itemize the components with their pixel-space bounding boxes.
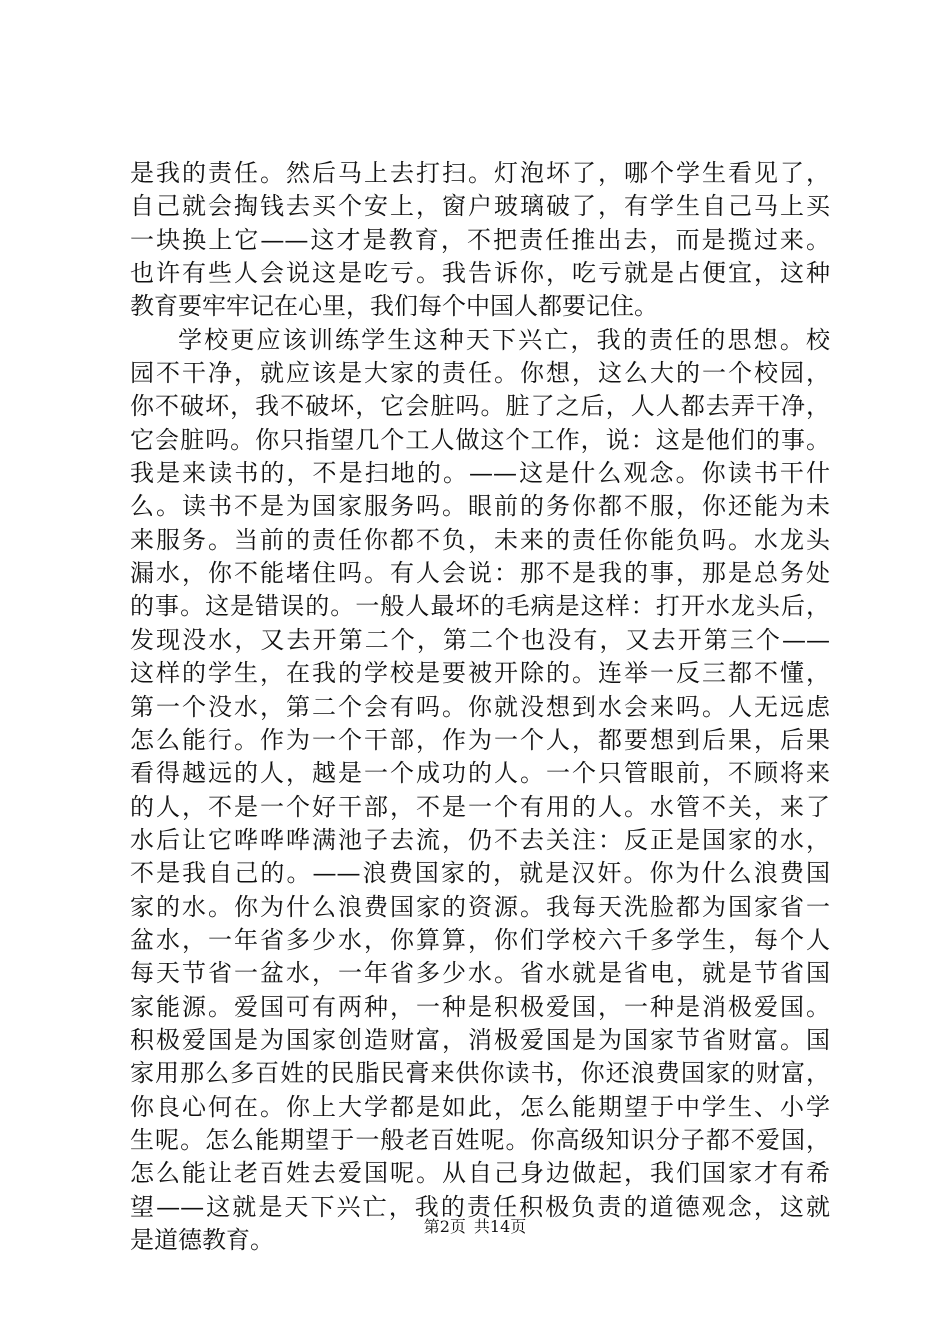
- text-line: 每天节省一盆水，一年省多少水。省水就是省电，就是节省国: [130, 959, 830, 988]
- text-line: 看得越远的人，越是一个成功的人。一个只管眼前，不顾将来: [130, 759, 830, 788]
- text-line: 是我的责任。然后马上去打扫。灯泡坏了，哪个学生看见了，: [130, 159, 830, 187]
- text-line: 积极爱国是为国家创造财富，消极爱国是为国家节省财富。国: [130, 1025, 830, 1054]
- text-line: 我是来读书的，不是扫地的。——这是什么观念。你读书干什: [130, 459, 830, 488]
- text-line: 第一个没水，第二个会有吗。你就没想到水会来吗。人无远虑: [130, 692, 830, 721]
- text-line: 盆水，一年省多少水，你算算，你们学校六千多学生，每个人: [130, 925, 830, 954]
- text-line: 自己就会掏钱去买个安上，窗户玻璃破了，有学生自己马上买: [130, 192, 830, 221]
- text-line: 的事。这是错误的。一般人最坏的毛病是这样：打开水龙头后，: [130, 592, 830, 621]
- text-line: 水后让它哗哗哗满池子去流，仍不去关注：反正是国家的水，: [130, 825, 830, 854]
- text-line: 漏水，你不能堵住吗。有人会说：那不是我的事，那是总务处: [130, 559, 830, 588]
- text-line: 你不破坏，我不破坏，它会脏吗。脏了之后，人人都去弄干净，: [130, 392, 830, 421]
- text-line: 生呢。怎么能期望于一般老百姓呢。你高级知识分子都不爱国，: [130, 1125, 830, 1154]
- page-number: 第2页: [423, 1217, 466, 1236]
- text-line: 不是我自己的。——浪费国家的，就是汉奸。你为什么浪费国: [130, 859, 830, 888]
- text-line: 的人，不是一个好干部，不是一个有用的人。水管不关，来了: [130, 792, 830, 821]
- text-line: 么。读书不是为国家服务吗。眼前的务你都不服，你还能为未: [130, 492, 830, 521]
- text-line: 怎么能行。作为一个干部，作为一个人，都要想到后果，后果: [130, 725, 830, 754]
- body-text: [130, 157, 830, 1257]
- text-line: 你良心何在。你上大学都是如此，怎么能期望于中学生、小学: [130, 1092, 830, 1121]
- text-line: 教育要牢牢记在心里，我们每个中国人都要记住。: [130, 292, 658, 321]
- text-line: 园不干净，就应该是大家的责任。你想，这么大的一个校园，: [130, 359, 830, 388]
- text-line: 家能源。爱国可有两种，一种是积极爱国，一种是消极爱国。: [130, 992, 830, 1021]
- paragraph-start-line: 学校更应该训练学生这种天下兴亡，我的责任的思想。校: [178, 325, 830, 354]
- text-line: 来服务。当前的责任你都不负，未来的责任你能负吗。水龙头: [130, 525, 830, 554]
- page-total: 共14页: [473, 1217, 527, 1236]
- page-footer: [0, 1217, 950, 1237]
- text-line: 发现没水，又去开第二个，第二个也没有，又去开第三个——: [130, 625, 830, 654]
- text-line: 它会脏吗。你只指望几个工人做这个工作，说：这是他们的事。: [130, 425, 830, 454]
- text-line: 也许有些人会说这是吃亏。我告诉你，吃亏就是占便宜，这种: [130, 259, 830, 288]
- text-line: 怎么能让老百姓去爱国呢。从自己身边做起，我们国家才有希: [130, 1159, 830, 1188]
- text-line: 家的水。你为什么浪费国家的资源。我每天洗脸都为国家省一: [130, 892, 830, 921]
- text-line: 一块换上它——这才是教育，不把责任推出去，而是揽过来。: [130, 225, 830, 254]
- text-line: 家用那么多百姓的民脂民膏来供你读书，你还浪费国家的财富，: [130, 1059, 830, 1088]
- text-line: 望——这就是天下兴亡，我的责任积极负责的道德观念，这就: [130, 1192, 830, 1221]
- text-line: 是道德教育。: [130, 1226, 274, 1254]
- text-line: 这样的学生，在我的学校是要被开除的。连举一反三都不懂，: [130, 659, 830, 688]
